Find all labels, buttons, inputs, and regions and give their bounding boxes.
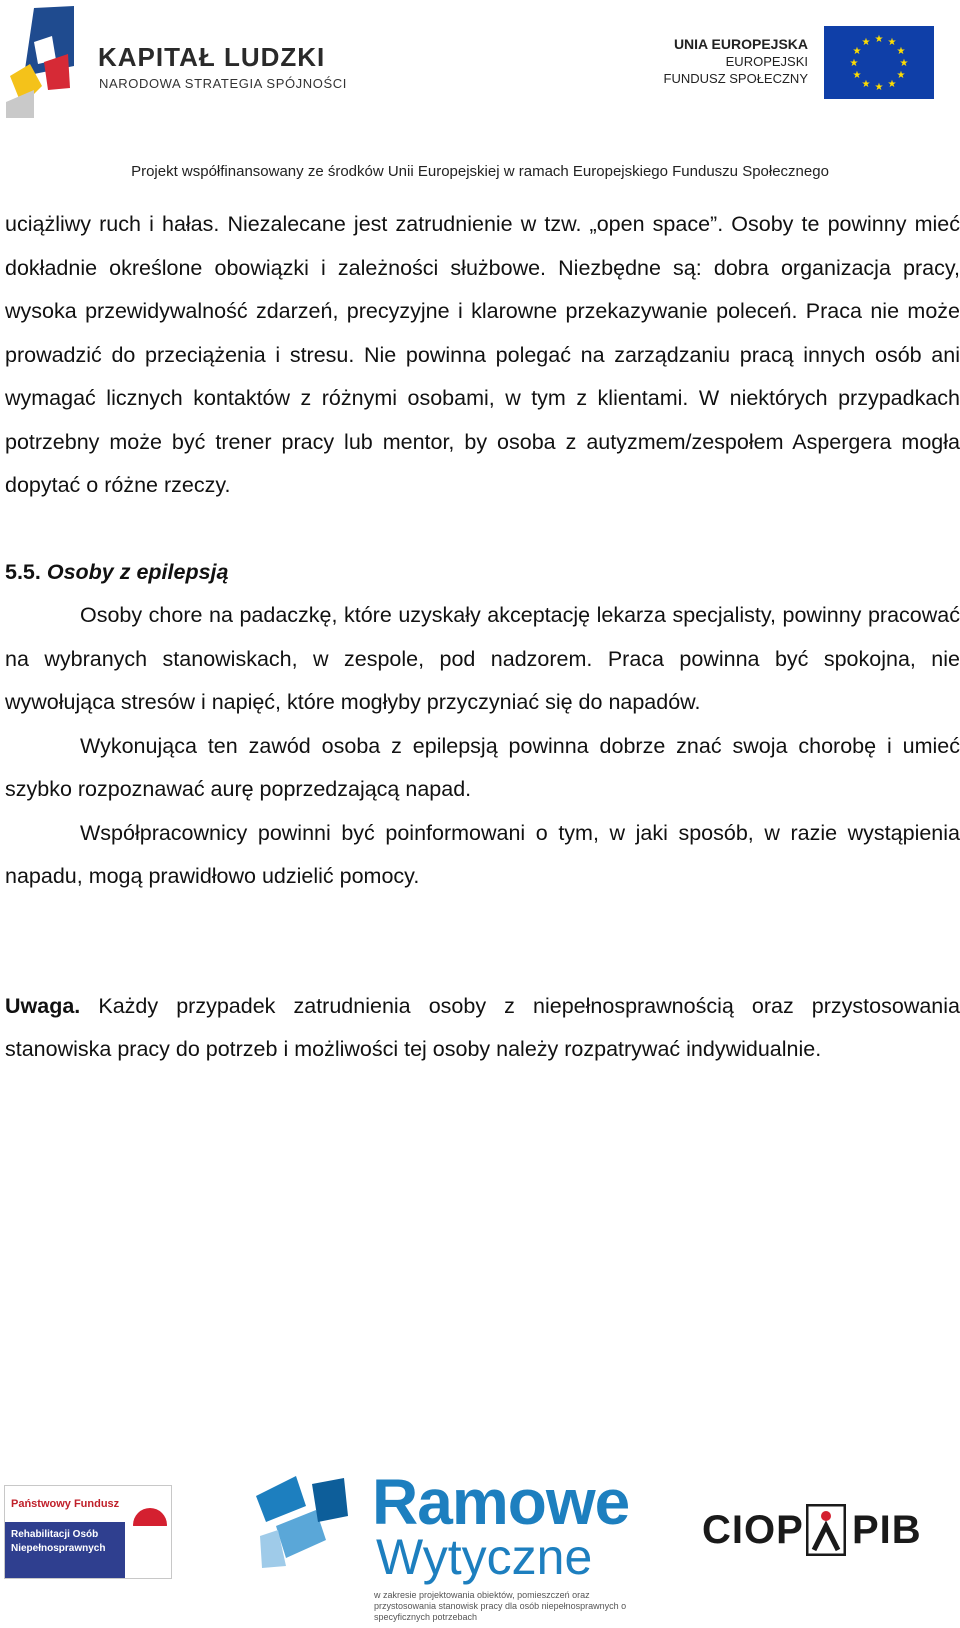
note-label: Uwaga.	[5, 993, 81, 1018]
kapital-ludzki-subtitle: NARODOWA STRATEGIA SPÓJNOŚCI	[99, 76, 347, 91]
spacer	[5, 899, 960, 985]
section-title: Osoby z epilepsją	[46, 559, 229, 584]
section-number: 5.5.	[5, 559, 41, 584]
ramowe-wytyczne-subtitle: w zakresie projektowania obiektów, pomieszczeń oraz przystosowania stanowisk pracy dla osób niepełnosprawnych o specyficznych potrzebach	[374, 1590, 627, 1622]
svg-text:★: ★	[896, 46, 906, 57]
note-text: Każdy przypadek zatrudnienia osoby z niepełnosprawnością oraz przystosowania stanowiska pracy do potrzeb i możliwości tej osoby należy rozpatrywać indywidualnie.	[5, 993, 960, 1061]
page-header	[0, 0, 960, 190]
document-body	[5, 203, 960, 1072]
svg-text:★: ★	[887, 37, 897, 48]
kapital-ludzki-title: KAPITAŁ LUDZKI	[98, 42, 326, 72]
svg-text:★: ★	[861, 79, 871, 90]
eu-line-1: UNIA EUROPEJSKA	[673, 36, 808, 52]
ciop-figure-icon	[806, 1504, 846, 1556]
svg-text:★: ★	[861, 37, 871, 48]
svg-text:★: ★	[852, 46, 862, 57]
svg-text:★: ★	[887, 79, 897, 90]
kapital-ludzki-logo-icon	[4, 6, 84, 118]
svg-text:★: ★	[852, 70, 862, 81]
eu-text-block	[620, 36, 808, 87]
svg-text:★: ★	[874, 34, 884, 45]
section-heading	[5, 551, 960, 595]
svg-text:★: ★	[896, 70, 906, 81]
pfron-logo	[4, 1485, 172, 1579]
pfron-line-2: Rehabilitacji Osób Niepełnosprawnych	[11, 1529, 106, 1554]
pfron-line-1: Państwowy Fundusz	[11, 1498, 120, 1510]
eu-line-3: FUNDUSZ SPOŁECZNY	[663, 71, 808, 86]
ciop-logo-text: CIOP	[702, 1508, 804, 1552]
ramowe-wytyczne-mark-icon	[256, 1476, 348, 1568]
note-paragraph	[5, 985, 960, 1072]
pib-logo-text: PIB	[852, 1508, 922, 1552]
eu-line-2: EUROPEJSKI	[725, 54, 808, 69]
project-funding-line: Projekt współfinansowany ze środków Unii Europejskiej w ramach Europejskiego Funduszu Społecznego	[131, 163, 829, 180]
paragraph: Wykonująca ten zawód osoba z epilepsją powinna dobrze znać swoja chorobę i umieć szybko rozpoznawać aurę poprzedzającą napad.	[5, 733, 960, 801]
paragraph: Osoby chore na padaczkę, które uzyskały akceptację lekarza specjalisty, powinny pracować na wybranych stanowiskach, w zespole, pod nadzorem. Praca powinna być spokojna, nie wywołująca stresów i napięć, które mogłyby przyczyniać się do napadów.	[5, 603, 960, 714]
wytyczne-title: Wytyczne	[376, 1529, 593, 1585]
paragraph: uciążliwy ruch i hałas. Niezalecane jest zatrudnienie w tzw. „open space”. Osoby te powinny mieć dokładnie określone obowiązki i zależności służbowe. Niezbędne są: dobra organizacja pracy, wysoka przewidywalność zdarzeń, precyzyjne i klarowne przekazywanie poleceń. Praca nie może prowadzić do przeciążenia i stresu. Nie powinna polegać na zarządzaniu pracą innych osób ani wymagać licznych kontaktów z różnymi osobami, w tym z klientami. W niektórych przypadkach potrzebny może być trener pracy lub mentor, by osoba z autyzmem/zespołem Aspergera mogła dopytać o różne rzeczy.	[5, 212, 960, 497]
svg-text:★: ★	[874, 82, 884, 93]
eu-flag-icon	[824, 26, 934, 99]
svg-text:★: ★	[849, 58, 859, 69]
svg-text:★: ★	[899, 58, 909, 69]
ramowe-title: Ramowe	[372, 1466, 630, 1538]
paragraph: Współpracownicy powinni być poinformowani o tym, w jaki sposób, w razie wystąpienia napadu, mogą prawidłowo udzielić pomocy.	[5, 820, 960, 888]
